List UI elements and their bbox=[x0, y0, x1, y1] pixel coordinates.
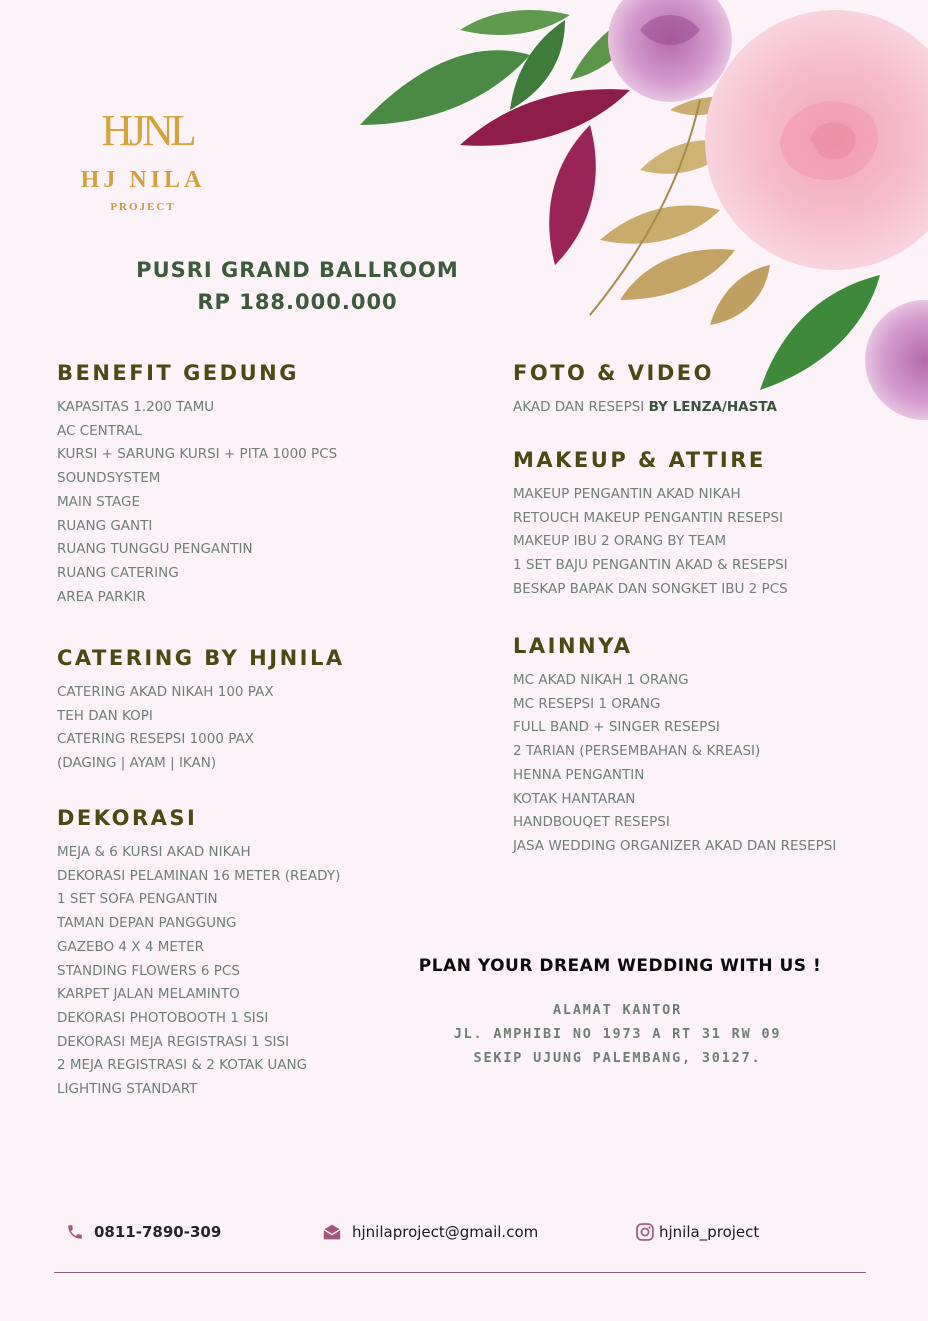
catering-list bbox=[57, 681, 274, 776]
instagram-icon bbox=[635, 1222, 655, 1242]
list-item: MC AKAD NIKAH 1 ORANG bbox=[513, 672, 689, 688]
section-title-dekorasi: DEKORASI bbox=[57, 806, 198, 830]
phone-icon bbox=[66, 1223, 84, 1241]
list-item: DEKORASI PHOTOBOOTH 1 SISI bbox=[57, 1009, 269, 1026]
list-item: 2 MEJA REGISTRASI & 2 KOTAK UANG bbox=[57, 1057, 308, 1074]
foto-list bbox=[513, 396, 777, 420]
list-item: KURSI + SARUNG KURSI + PITA 1000 PCS bbox=[57, 446, 338, 463]
list-item: TEH DAN KOPI bbox=[57, 707, 153, 724]
list-item: AREA PARKIR bbox=[57, 588, 146, 605]
list-item: AC CENTRAL bbox=[57, 422, 142, 439]
list-item: MAKEUP PENGANTIN AKAD NIKAH bbox=[513, 486, 741, 502]
list-item: TAMAN DEPAN PANGGUNG bbox=[57, 915, 237, 932]
brand-logo bbox=[58, 105, 228, 220]
office-address bbox=[430, 998, 805, 1070]
benefit-list bbox=[57, 396, 337, 609]
lainnya-list bbox=[513, 669, 836, 859]
list-item: 1 SET BAJU PENGANTIN AKAD & RESEPSI bbox=[513, 557, 788, 574]
foto-item-text: AKAD DAN RESEPSI bbox=[513, 399, 649, 415]
envelope-icon bbox=[322, 1223, 342, 1241]
list-item: RUANG TUNGGU PENGANTIN bbox=[57, 541, 253, 558]
section-title-lainnya: LAINNYA bbox=[513, 634, 633, 658]
list-item: (DAGING | AYAM | IKAN) bbox=[57, 755, 217, 772]
list-item: MAIN STAGE bbox=[57, 493, 141, 510]
list-item bbox=[513, 396, 777, 420]
makeup-list bbox=[513, 483, 788, 602]
contact-email[interactable] bbox=[322, 1220, 538, 1244]
email-address: hjnilaproject@gmail.com bbox=[352, 1223, 539, 1241]
contact-instagram[interactable] bbox=[635, 1220, 759, 1244]
cta-heading: PLAN YOUR DREAM WEDDING WITH US ! bbox=[418, 956, 822, 976]
section-title-foto: FOTO & VIDEO bbox=[513, 361, 715, 385]
logo-name: HJ NILA bbox=[80, 167, 206, 193]
list-item: FULL BAND + SINGER RESEPSI bbox=[513, 719, 720, 736]
list-item: KOTAK HANTARAN bbox=[513, 790, 636, 807]
footer-divider bbox=[54, 1272, 866, 1273]
venue-price: RP 188.000.000 bbox=[197, 290, 398, 314]
list-item: CATERING AKAD NIKAH 100 PAX bbox=[57, 684, 274, 700]
contact-phone[interactable] bbox=[66, 1220, 221, 1244]
list-item: KAPASITAS 1.200 TAMU bbox=[57, 399, 215, 415]
list-item: HENNA PENGANTIN bbox=[513, 766, 645, 783]
list-item: GAZEBO 4 X 4 METER bbox=[57, 938, 205, 955]
venue-name: PUSRI GRAND BALLROOM bbox=[136, 258, 459, 282]
list-item: HANDBOUQET RESEPSI bbox=[513, 814, 670, 831]
section-title-makeup: MAKEUP & ATTIRE bbox=[513, 448, 766, 472]
section-title-benefit: BENEFIT GEDUNG bbox=[57, 361, 299, 385]
list-item: LIGHTING STANDART bbox=[57, 1081, 198, 1098]
logo-subtitle: PROJECT bbox=[110, 201, 176, 213]
list-item: RUANG CATERING bbox=[57, 564, 179, 581]
section-title-catering: CATERING BY HJNILA bbox=[57, 646, 345, 670]
list-item: 2 TARIAN (PERSEMBAHAN & KREASI) bbox=[513, 743, 761, 760]
address-line-2: SEKIP UJUNG PALEMBANG, 30127. bbox=[473, 1050, 762, 1066]
list-item: 1 SET SOFA PENGANTIN bbox=[57, 891, 218, 908]
phone-number: 0811-7890-309 bbox=[94, 1223, 222, 1241]
list-item: KARPET JALAN MELAMINTO bbox=[57, 986, 240, 1003]
list-item: BESKAP BAPAK DAN SONGKET IBU 2 PCS bbox=[513, 580, 788, 597]
list-item: RETOUCH MAKEUP PENGANTIN RESEPSI bbox=[513, 509, 783, 526]
list-item: STANDING FLOWERS 6 PCS bbox=[57, 962, 240, 979]
list-item: MEJA & 6 KURSI AKAD NIKAH bbox=[57, 844, 251, 860]
logo-monogram: HJNL bbox=[101, 106, 193, 155]
foto-item-vendor: BY LENZA/HASTA bbox=[648, 399, 777, 415]
list-item: MAKEUP IBU 2 ORANG BY TEAM bbox=[513, 533, 727, 550]
list-item: DEKORASI MEJA REGISTRASI 1 SISI bbox=[57, 1033, 290, 1050]
list-item: SOUNDSYSTEM bbox=[57, 470, 161, 487]
list-item: CATERING RESEPSI 1000 PAX bbox=[57, 731, 255, 748]
address-line-1: JL. AMPHIBI NO 1973 A RT 31 RW 09 bbox=[453, 1026, 782, 1042]
venue-header bbox=[120, 254, 475, 318]
list-item: RUANG GANTI bbox=[57, 517, 153, 534]
list-item: DEKORASI PELAMINAN 16 METER (READY) bbox=[57, 867, 341, 884]
list-item: JASA WEDDING ORGANIZER AKAD DAN RESEPSI bbox=[513, 837, 837, 854]
dekorasi-list bbox=[57, 841, 340, 1102]
instagram-handle: hjnila_project bbox=[659, 1223, 760, 1241]
floral-decoration bbox=[340, 0, 928, 460]
address-label: ALAMAT KANTOR bbox=[552, 1002, 683, 1018]
list-item: MC RESEPSI 1 ORANG bbox=[513, 695, 661, 712]
